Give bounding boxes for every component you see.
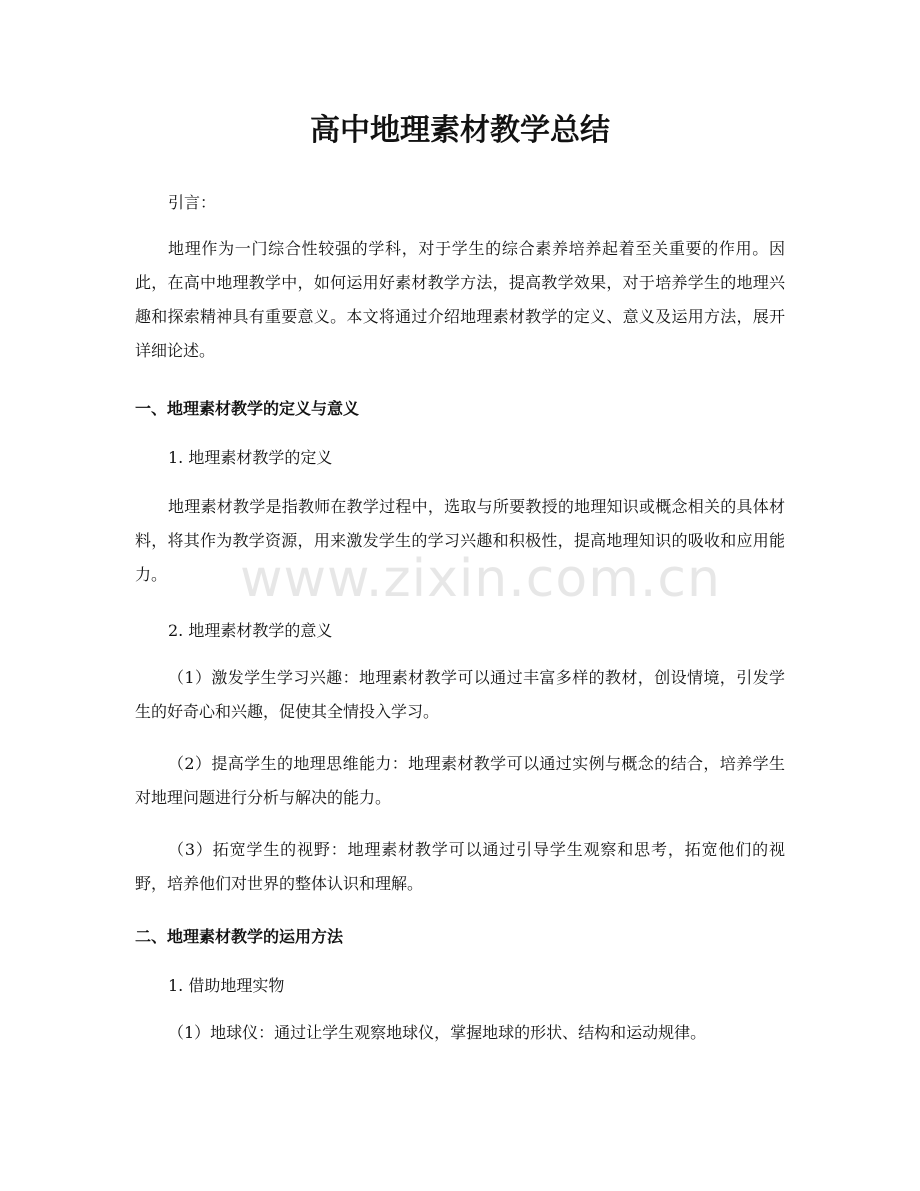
intro-label: 引言：	[168, 193, 217, 212]
intro-paragraph: 地理作为一门综合性较强的学科，对于学生的综合素养培养起着至关重要的作用。因此，在高中地理教学中，如何运用好素材教学方法，提高教学效果，对于培养学生的地理兴趣和探索精神具有重要意义。本文将通过介绍地理素材教学的定义、意义及运用方法，展开详细论述。	[135, 239, 785, 360]
section-1-point-3: （3）拓宽学生的视野：地理素材教学可以通过引导学生观察和思考，拓宽他们的视野，培养他们对世界的整体认识和理解。	[135, 840, 785, 893]
section-1-point-2: （2）提高学生的地理思维能力：地理素材教学可以通过实例与概念的结合，培养学生对地理问题进行分析与解决的能力。	[135, 754, 785, 807]
document-title: 高中地理素材教学总结	[310, 113, 610, 148]
section-2-heading: 二、地理素材教学的运用方法	[135, 927, 344, 946]
section-2-point-1: （1）地球仪：通过让学生观察地球仪，掌握地球的形状、结构和运动规律。	[168, 1023, 707, 1042]
watermark: www.zixin.com.cn	[240, 549, 721, 609]
section-1-heading: 一、地理素材教学的定义与意义	[135, 399, 360, 418]
section-1-sub-1-heading: 1. 地理素材教学的定义	[168, 448, 333, 467]
section-1-sub-2-heading: 2. 地理素材教学的意义	[168, 621, 333, 640]
section-2-sub-1-heading: 1. 借助地理实物	[168, 976, 285, 995]
section-1-sub-1-paragraph: 地理素材教学是指教师在教学过程中，选取与所要教授的地理知识或概念相关的具体材料，将其作为教学资源，用来激发学生的学习兴趣和积极性，提高地理知识的吸收和应用能力。	[135, 497, 785, 584]
section-1-point-1: （1）激发学生学习兴趣：地理素材教学可以通过丰富多样的教材，创设情境，引发学生的好奇心和兴趣，促使其全情投入学习。	[135, 668, 785, 721]
